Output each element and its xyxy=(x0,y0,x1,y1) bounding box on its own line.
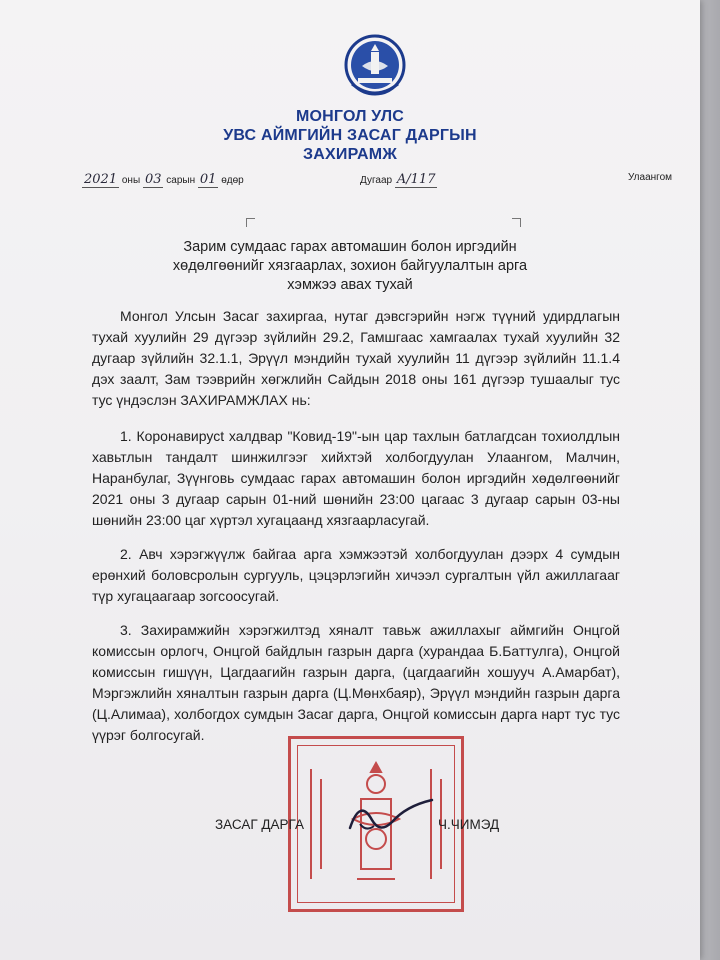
order-item-3: 3. Захирамжийн хэрэгжилтэд хяналт тавьж ажиллахыг аймгийн Онцгой комиссын орлогч, Онцгой байдлын газрын дарга (хурандаа Б.Баттулга), Онцгой комиссын гишүүн, Цагдаагийн газрын дарга, (цагдаагийн хошууч А.Амарбат), Мэргэжлийн хяналтын газрын дарга (Ц.Мөнхбаяр), Эрүүл мэндийн газрын дарга (Ц.Алимаа), холбогдох сумдын Засаг дарга, Онцгой комиссын дарга нарт тус тус үүрэг болгосугай. xyxy=(92,622,620,743)
date-month-label: сарын xyxy=(166,175,196,186)
title-corner-mark xyxy=(512,218,521,227)
state-emblem-icon xyxy=(344,32,406,98)
document-title: Зарим сумдаас гарах автомашин болон иргэдийн хөдөлгөөнийг хязгаарлах, зохион байгуулалтын арга хэмжээ авах тухай xyxy=(172,239,528,293)
title-corner-mark xyxy=(246,218,255,227)
number-label: Дугаар xyxy=(360,175,393,186)
number-line xyxy=(360,172,437,187)
document-number: A/117 xyxy=(396,172,436,187)
order-item-2: 2. Авч хэрэгжүүлж байгаа арга хэмжээтэй холбогдуулан дээрх 4 сумдын ерөнхий боловсролын сургууль, цэцэрлэгийн хичээл сургалтын үйл ажиллагааг түр хугацаагаар зогсоосугай. xyxy=(92,546,620,604)
preamble-paragraph: Монгол Улсын Засаг захиргаа, нутаг дэвсгэрийн нэгж түүний удирдлагын тухай хуулийн 29 дүгээр зүйлийн 29.2, Гамшгаас хамгаалах тухай хуулийн 32 дугаар зүйлийн 32.1.1, Эрүүл мэндийн тухай хуулийн 11 дүгээр зүйлийн 11.1.4 дэх заалт, Зам тээврийн хөгжлийн Сайдын 2018 оны 161 дүгээр тушаалыг тус тус үндэслэн ЗАХИРАМЖЛАХ нь: xyxy=(92,308,620,408)
order-item-1: 1. Коронавирусt халдвар "Ковид-19"-ын цар тахлын батлагдсан тохиолдлын хавьтлын тандалт шинжилгээг хийхтэй холбогдуулан Улаангом, Малчин, Наранбулаг, Зүүнговь сумдаас гарах автомашин болон иргэдийн хөдөлгөөнийг 2021 оны 3 дугаар сарын 01-ний шөнийн 23:00 цагаас 3 дугаар сарын 03-ны шөнийн 23:00 цаг хүртэл хугацаанд хязгаарласугай. xyxy=(92,428,620,528)
issuer-name: УВС АЙМГИЙН ЗАСАГ ДАРГЫН xyxy=(223,127,477,144)
date-day: 01 xyxy=(199,172,217,187)
country-name: МОНГОЛ УЛС xyxy=(295,108,405,125)
issue-place: Улаангом xyxy=(628,172,673,183)
handwritten-signature-icon xyxy=(340,788,440,848)
date-year: 2021 xyxy=(84,172,118,187)
date-month: 03 xyxy=(144,172,162,187)
signatory-title: ЗАСАГ ДАРГА xyxy=(215,817,304,832)
date-year-label: оны xyxy=(121,175,141,186)
date-day-label: өдөр xyxy=(221,175,244,186)
date-line xyxy=(82,172,244,187)
document-type: ЗАХИРАМЖ xyxy=(303,146,397,163)
signatory-name: Ч.ЧИМЭД xyxy=(438,817,500,832)
